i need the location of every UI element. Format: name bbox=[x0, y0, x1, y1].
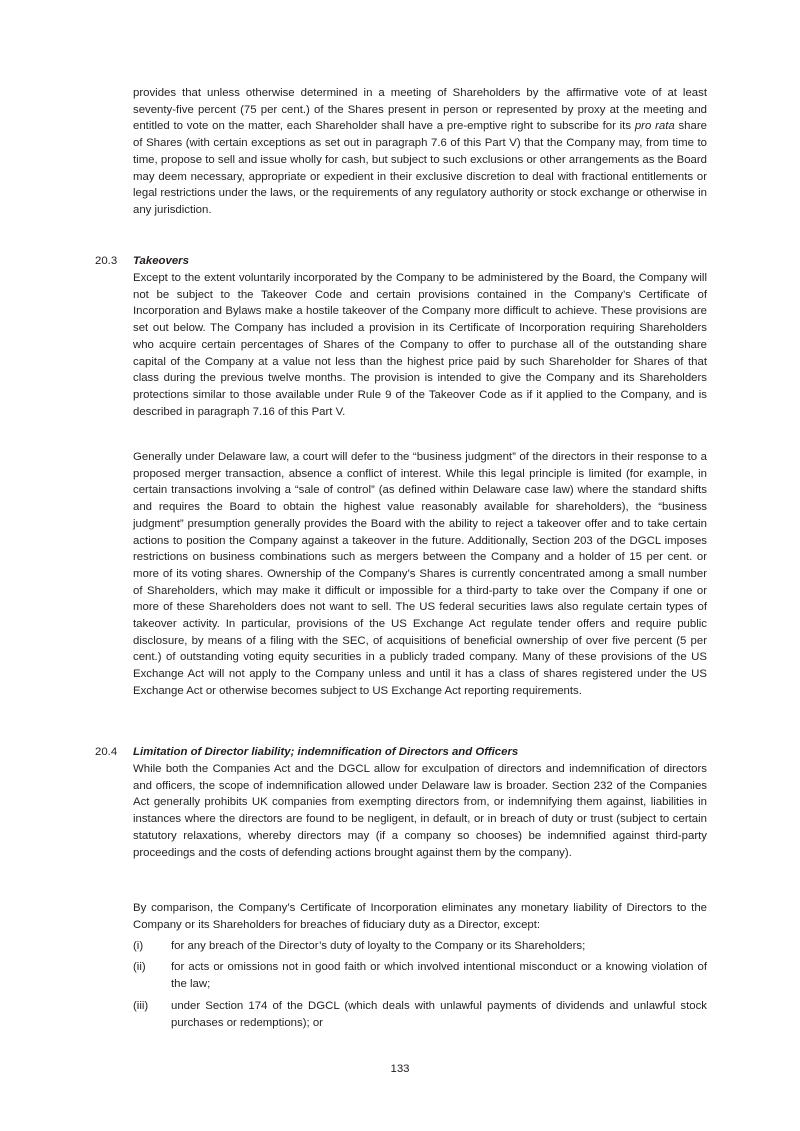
section-title: Limitation of Director liability; indemnification of Directors and Officers bbox=[133, 746, 519, 758]
section-20-4-paragraph-2-block bbox=[133, 900, 707, 933]
intro-text-end: share of Shares (with certain exceptions as set out in paragraph 7.6 of this Part V) that the Company may, from time to time, propose to sell and issue wholly for cash, but subject to such exclusions or other arrangements as the Board may deem necessary, appropriate or expedient in their exclusive discretion to deal with fractional entitlements or legal restrictions under the laws, or the requirements of any regulatory authority or stock exchange or otherwise in any jurisdiction. bbox=[133, 120, 707, 216]
section-20-4-paragraph-2: By comparison, the Company’s Certificate of Incorporation eliminates any monetary liability of Directors to the Company or its Shareholders for breaches of fiduciary duty as a Director, except: bbox=[133, 902, 707, 931]
section-number: 20.4 bbox=[95, 746, 118, 758]
list-item-text: under Section 174 of the DGCL (which deals with unlawful payments of dividends and unlawful stock purchases or redemptions); or bbox=[171, 1000, 707, 1029]
list-item bbox=[133, 959, 707, 992]
intro-text-start: provides that unless otherwise determined in a meeting of Shareholders by the affirmative vote of at least seventy-five percent (75 per cent.) of the Shares present in person or represented by proxy at the meeting and entitled to vote on the matter, each Shareholder shall have a pre-emptive right to subscribe for its bbox=[133, 87, 707, 133]
list-item-marker: (ii) bbox=[133, 961, 146, 973]
section-20-3-paragraph-1: Except to the extent voluntarily incorporated by the Company to be administered by the Board, the Company will not be subject to the Takeover Code and certain provisions contained in the Company’s Certificate of Incorporation and Bylaws make a hostile takeover of the Company more difficult to achieve. These provisions are set out below. The Company has included a provision in its Certificate of Incorporation requiring Shareholders who acquire certain percentages of Shares of the Company to offer to purchase all of the outstanding share capital of the Company at a value not less than the highest price paid by such Shareholder for Shares of that class during the previous twelve months. The provision is intended to give the Company and its Shareholders protections similar to those available under Rule 9 of the Takeover Code as if it applied to the Company, and is described in paragraph 7.16 of this Part V. bbox=[133, 272, 707, 418]
page-number: 133 bbox=[390, 1063, 410, 1075]
list-item-marker: (i) bbox=[133, 940, 144, 952]
intro-paragraph-block bbox=[133, 85, 707, 219]
intro-italic-term: pro rata bbox=[634, 120, 675, 133]
list-item-text: for acts or omissions not in good faith or which involved intentional misconduct or a knowing violation of the law; bbox=[171, 961, 707, 990]
section-heading-20-4 bbox=[95, 744, 715, 761]
section-20-3-paragraph-1-block bbox=[133, 270, 707, 420]
section-20-4-paragraph-1: While both the Companies Act and the DGCL allow for exculpation of directors and indemnification of directors and officers, the scope of indemnification allowed under Delaware law is broader. Section 232 of the Companies Act generally prohibits UK companies from exempting directors from, or indemnifying them against, liabilities in instances where the directors are found to be negligent, in default, or in breach of duty or trust (subject to certain statutory relaxations, whereby directors may (if a company so chooses) be indemnified against third-party proceedings and the costs of defending actions brought against them by the company). bbox=[133, 763, 707, 859]
list-item bbox=[133, 998, 707, 1031]
list-item-marker: (iii) bbox=[133, 1000, 149, 1012]
list-item-text: for any breach of the Director’s duty of loyalty to the Company or its Shareholders; bbox=[171, 940, 586, 952]
section-20-3-paragraph-2: Generally under Delaware law, a court will defer to the “business judgment” of the directors in their response to a proposed merger transaction, absence a conflict of interest. While this legal principle is limited (for example, in certain transactions involving a “sale of control” (as defined within Delaware case law) where the standard shifts and requires the Board to obtain the highest value reasonably available for shareholders), the “business judgment” presumption generally provides the Board with the ability to reject a takeover offer and to take certain actions to position the Company against a takeover in the future. Additionally, Section 203 of the DGCL imposes restrictions on business combinations such as mergers between the Company and a holder of 15 per cent. or more of its voting shares. Ownership of the Company’s Shares is currently concentrated among a small number of Shareholders, which may make it difficult or impossible for a third-party to take over the Company if one or more of these Shareholders does not want to sell. The US federal securities laws also regulate certain types of takeover activity. In particular, provisions of the US Exchange Act regulate tender offers and require public disclosure, by means of a filing with the SEC, of acquisitions of beneficial ownership of over five percent (5 per cent.) of outstanding voting equity securities in a publicly traded company. Many of these provisions of the US Exchange Act will not apply to the Company unless and until it has a class of shares registered under the US Exchange Act or otherwise becomes subject to US Exchange Act reporting requirements. bbox=[133, 451, 707, 697]
section-number: 20.3 bbox=[95, 255, 118, 267]
section-title: Takeovers bbox=[133, 255, 189, 267]
section-heading-20-3 bbox=[95, 253, 715, 270]
intro-paragraph bbox=[133, 85, 707, 219]
section-20-3-paragraph-2-block bbox=[133, 449, 707, 700]
list-item bbox=[133, 938, 707, 955]
section-20-4-paragraph-1-block bbox=[133, 761, 707, 861]
